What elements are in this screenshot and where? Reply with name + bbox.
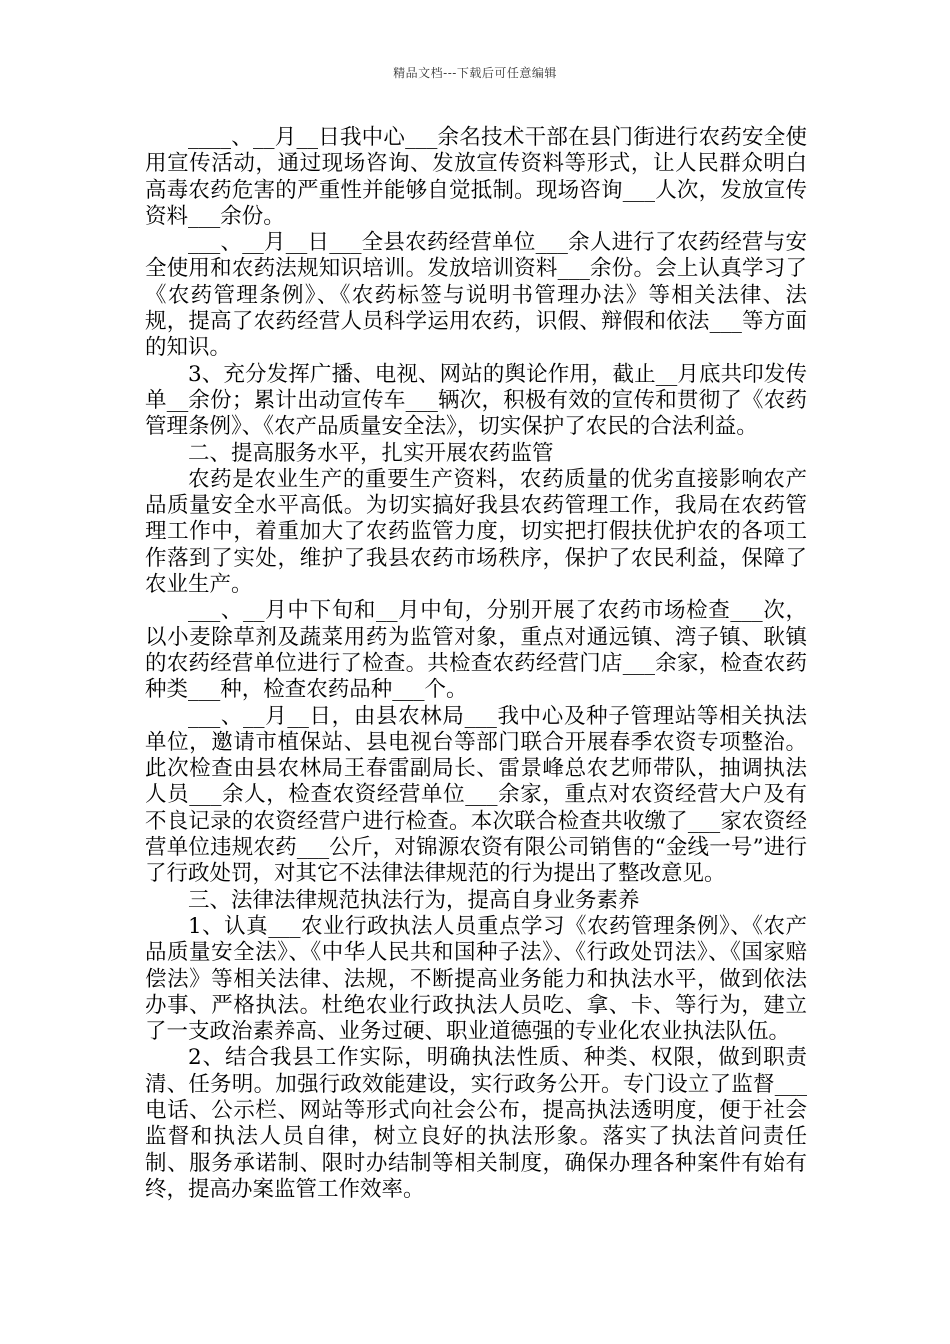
section-heading-law-enforcement: 三、法律法律规范执法行为，提高自身业务素养 [188, 887, 640, 913]
paragraph-market-inspection: ___、__月中下旬和__月中旬，分别开展了农药市场检查___次，以小麦除草剂及蔬菜用药为监管对象，重点对通远镇、湾子镇、耿镇的农药经营单位进行了检查。共检查农药经营门店___余家，检查农药种类___种，检查农药品种___个。 [145, 598, 807, 703]
paragraph-joint-rectification: ___、__月__日，由县农林局___我中心及种子管理站等相关执法单位，邀请市植保站、县电视台等部门联合开展春季农资专项整治。此次检查由县农林局王春雷副局长、雷景峰总农艺师带队，抽调执法人员___余人，检查农资经营单位___余家，重点对农资经营大户及有不良记录的农资经营户进行检查。本次联合检查共收缴了___家农资经营单位违规农药___公斤，对锦源农资有限公司销售的“金线一号”进行了行政处罚，对其它不法律法律规范的行为提出了整改意见。 [145, 703, 807, 887]
paragraph-publicity-campaign: ____、__月__日我中心___余名技术干部在县门街进行农药安全使用宣传活动，通过现场咨询、发放宣传资料等形式，让人民群众明白高毒农药危害的严重性并能够自觉抵制。现场咨询___人次，发放宣传资料___余份。 [145, 125, 807, 229]
page-header: 精品文档---下载后可任意编辑 [393, 66, 557, 80]
paragraph-supervision-intro: 农药是农业生产的重要生产资料，农药质量的优劣直接影响农产品质量安全水平高低。为切实搞好我县农药管理工作，我局在农药管理工作中，着重加大了农药监管力度，切实把打假扶优护农的各项工作落到了实处，维护了我县农药市场秩序，保护了农民利益，保障了农业生产。 [145, 466, 807, 598]
paragraph-enforcement-system: 2、结合我县工作实际，明确执法性质、种类、权限，做到职责清、任务明。加强行政效能建设，实行政务公开。专门设立了监督___电话、公示栏、网站等形式向社会公布，提高执法透明度，便于社会监督和执法人员自律，树立良好的执法形象。落实了执法首问责任制、服务承诺制、限时办结制等相关制度，确保办理各种案件有始有终，提高办案监管工作效率。 [145, 1045, 807, 1202]
paragraph-media-publicity: 3、充分发挥广播、电视、网站的舆论作用，截止__月底共印发传单__余份；累计出动宣传车___辆次，积极有效的宣传和贯彻了《农药管理条例》、《农产品质量安全法》，切实保护了农民的合法利益。 [145, 361, 807, 440]
paragraph-staff-study: 1、认真___农业行政执法人员重点学习《农药管理条例》、《农产品质量安全法》、《中华人民共和国种子法》、《行政处罚法》、《国家赔偿法》等相关法律、法规，不断提高业务能力和执法水平，做到依法办事、严格执法。杜绝农业行政执法人员吃、拿、卡、等行为，建立了一支政治素养高、业务过硬、职业道德强的专业化农业执法队伍。 [145, 913, 807, 1045]
paragraph-dealer-training: ___、__月__日___全县农药经营单位___余人进行了农药经营与安全使用和农药法规知识培训。发放培训资料___余份。会上认真学习了《农药管理条例》、《农药标签与说明书管理办法》等相关法律、法规，提高了农药经营人员科学运用农药，识假、辩假和依法___等方面的知识。 [145, 230, 807, 361]
document-body [145, 125, 807, 1203]
section-heading-supervision: 二、提高服务水平，扎实开展农药监管 [188, 440, 554, 466]
